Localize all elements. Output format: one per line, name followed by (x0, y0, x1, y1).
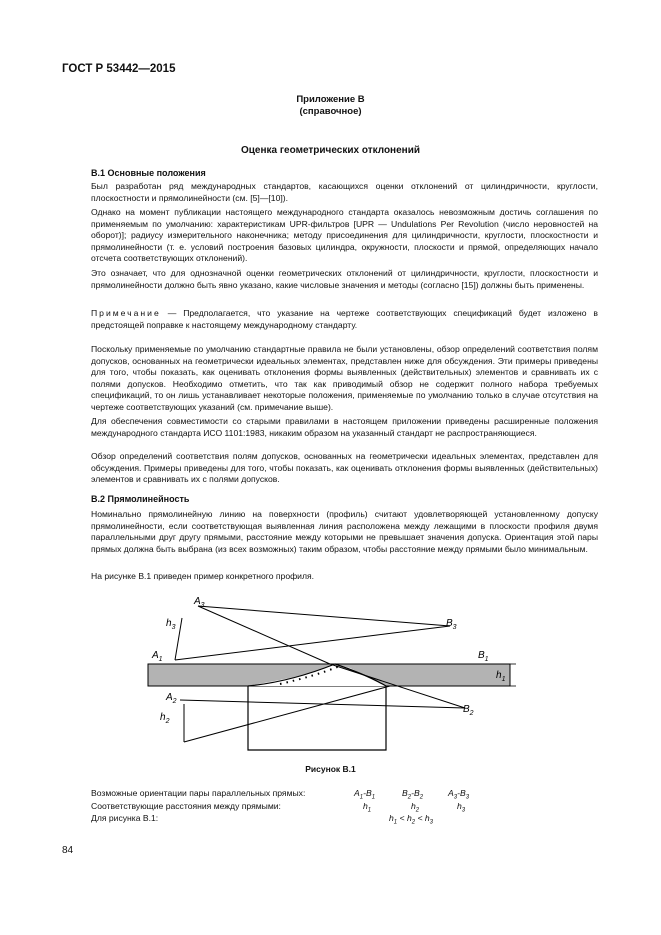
h3-dimension (175, 618, 182, 660)
paragraph (62, 451, 598, 486)
paragraph-text: Это означает, что для однозначной оценки геометрических отклонений от цилиндричности, круглости, плоскостности и прямолинейности должно быть явно указано, какие числовые значения и методы (согласно [15]) должны быть применены. (91, 268, 598, 290)
legend-label: Соответствующие расстояния между прямыми: (91, 800, 281, 811)
line-b3 (175, 626, 450, 660)
note-body (62, 308, 598, 331)
page-number: 84 (62, 845, 74, 856)
distance-h3: $h_3$ (457, 800, 466, 814)
paragraph-text: Для обеспечения совместимости со старыми правилами в настоящем приложении приведены расширенные положения международного стандарта ИСО 1101:1983, никаким образом на указанный стандарт не распространяющиеся. (91, 416, 598, 438)
main-title: Оценка геометрических отклонений (241, 145, 420, 156)
paragraph-text: Однако на момент публикации настоящего международного стандарта оказалось невозможным достичь соглашения по применяемым по умолчанию: характеристикам UPR-фильтров [UPR — Undulations Per Revolution (число неровностей на оборот)]; радиусу измерительного наконечника; методу присоединения для цилиндричности, круглости, плоскостности и прямолинейности (т. е. условий построения базовых цилиндра, окружности, плоскости и прямой, определяющих начало отсчета соответствующих отклонений). (91, 207, 598, 264)
distance-h1: $h_1$ (363, 800, 372, 814)
annex-subtitle: (справочное) (299, 106, 362, 117)
pair-b2-b2: $B_2-B_2$ (402, 788, 424, 801)
line-a2 (184, 686, 390, 742)
distance-h2: $h_2$ (411, 800, 420, 814)
label-b1: $B_1$ (478, 650, 489, 663)
paragraph (62, 416, 598, 439)
paragraph (62, 181, 598, 204)
figure-b1 (140, 592, 520, 757)
paragraph-text: Поскольку применяемые по умолчанию стандартные правила не были установлены, обзор определений соответствия полям допусков, основанных на геометрически идеальных элементах, представлен ниже для обсуждения. Эти примеры приведены для того, чтобы показать, как оценивать отклонения формы выявленных (действительных) элементов и сравнивать их с полями допусков. Необходимо отметить, что так как приводимый обзор не содержит полного набора требуемых спецификаций, то он лишь устанавливает некоторые положения, применяемые по умолчанию только в случае отсутствия на чертеже соответствующих указаний (см. примечание выше). (91, 344, 598, 412)
legend-label: Для рисунка В.1: (91, 813, 159, 823)
label-h1: $h_1$ (496, 670, 506, 683)
label-b2: $B_2$ (463, 704, 474, 717)
label-a3: $A_3$ (194, 596, 205, 609)
note-text: — Предполагается, что указание на чертеже соответствующих спецификаций будет изложено в предстоящей поправке к настоящему международному стандарту. (91, 308, 598, 330)
standard-designation: ГОСТ Р 53442—2015 (62, 63, 176, 75)
annex-title: Приложение В (296, 94, 365, 105)
note (62, 308, 598, 331)
paragraph-text: На рисунке В.1 приведен пример конкретного профиля. (91, 571, 315, 581)
paragraph (62, 571, 598, 583)
paragraph-text: Был разработан ряд международных стандартов, касающихся оценки отклонений от цилиндричности, круглости, плоскостности и прямолинейности (см. [5]—[10]). (91, 181, 598, 203)
paragraph (62, 509, 598, 555)
section-heading-b2: В.2 Прямолинейность (91, 494, 190, 504)
label-h2: $h_2$ (160, 712, 170, 725)
label-h3: $h_3$ (166, 618, 176, 631)
label-a1: $A_1$ (152, 650, 163, 663)
label-b3: $B_3$ (446, 618, 457, 631)
paragraph-text: Обзор определений соответствия полям допусков, основанных на геометрически идеальных элементах, представлен для обсуждения. Примеры приведены для того, чтобы показать, как оценивать отклонения формы выявленных (действительных) элементов и сравнивать их с полями допусков. (91, 451, 598, 485)
pair-a1-b1: $A_1-B_1$ (354, 788, 376, 801)
section-heading-b1: В.1 Основные положения (91, 168, 206, 178)
pair-a3-b3: $A_3-B_3$ (448, 788, 470, 801)
legend-label: Возможные ориентации пары параллельных прямых: (91, 788, 306, 798)
paragraph (62, 344, 598, 414)
label-a2: $A_2$ (166, 692, 177, 705)
paragraph (62, 268, 598, 291)
profile-block (248, 686, 386, 750)
relation-h1-h2-h3: $h_1 < h_2 < h_3$ (389, 813, 434, 826)
figure-caption: Рисунок В.1 (305, 764, 356, 774)
paragraph-text: Номинально прямолинейную линию на поверхности (профиль) считают удовлетворяющей установленному допуску прямолинейности, если соответствующая выявленная линия расположена между лежащими в плоскости профиля двумя параллельными друг другу прямыми, расстояние между которыми не превышает значения допуска. Ориентация этой пары прямых должна быть выбрана (из всех возможных) таким образом, чтобы расстояние между прямыми было минимальным. (91, 509, 598, 554)
note-label: Примечание (91, 308, 161, 318)
paragraph (62, 207, 598, 265)
